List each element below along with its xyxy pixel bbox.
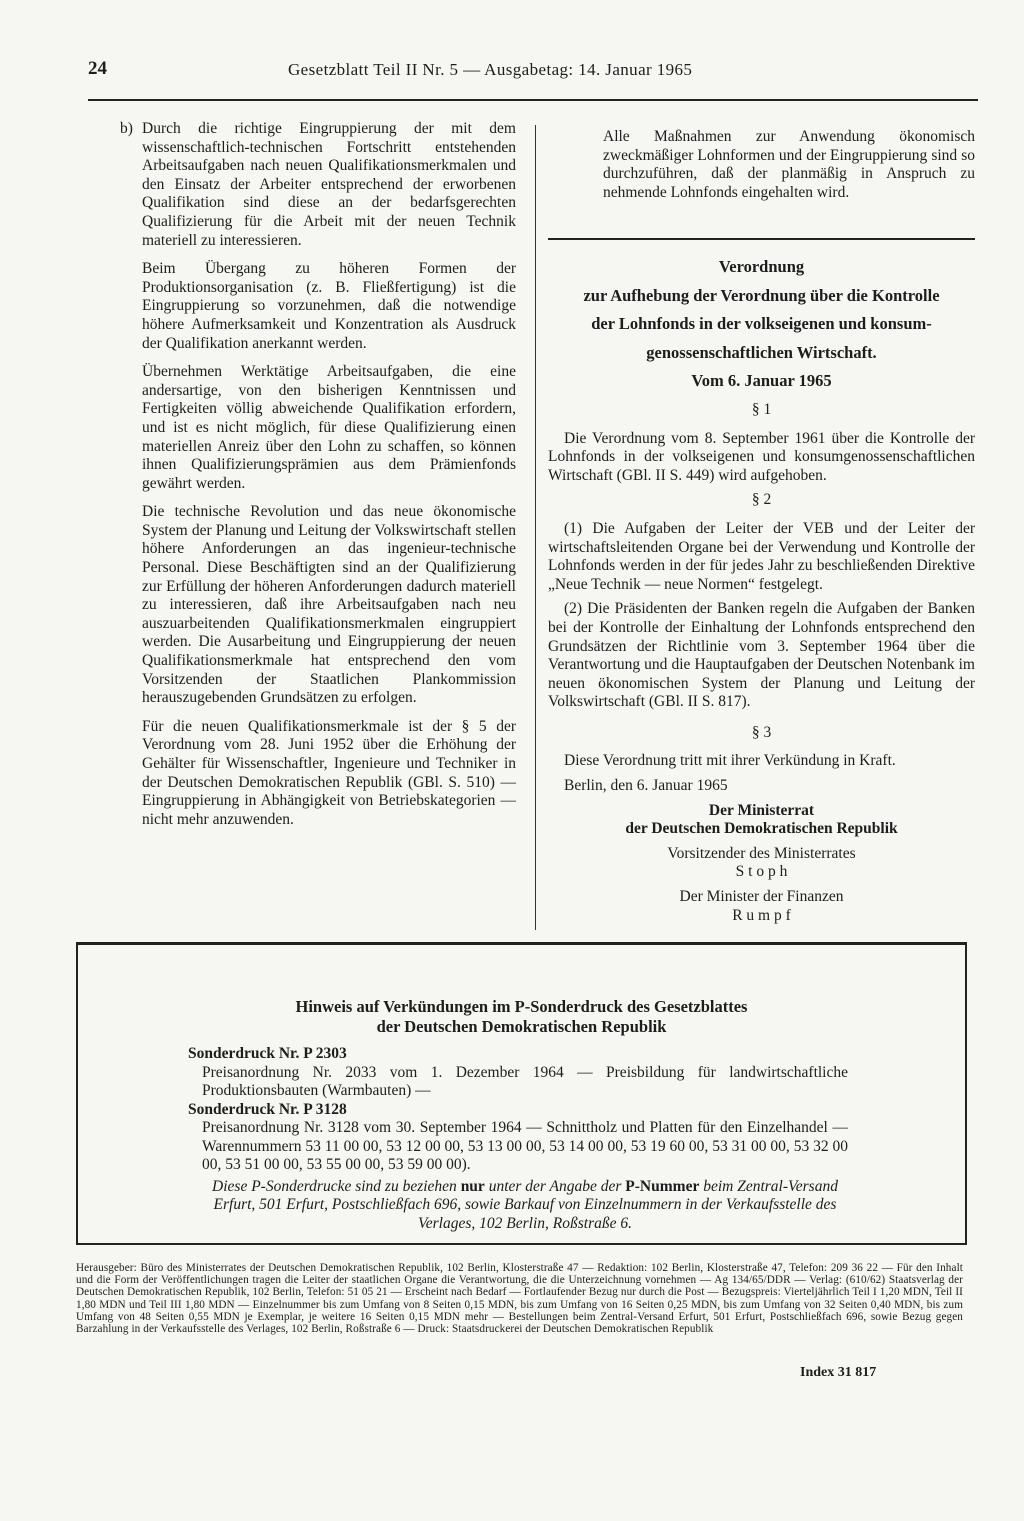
signatory-org-line-2: der Deutschen Demokratischen Republik xyxy=(625,820,898,838)
notice-title-line-1: Hinweis auf Verkündungen im P-Sonderdruck des Gesetzblattes xyxy=(295,997,748,1016)
paragraph-production-organisation: Beim Übergang zu höheren Formen der Produktionsorganisation (z. B. Fließfertigung) ist die Eingruppierung so vorzunehmen, daß die notwendige höhere Aufmerksamkeit und Konzentration als Ausdruck der Qualifikation anerkannt werden. xyxy=(142,260,516,352)
item-b-text: Durch die richtige Eingruppierung der mit dem wissenschaftlich-technischen Fortschritt entstehenden Arbeitsaufgaben nach neuen Qualifikationsmerkmalen und den Einsatz der Arbeiter entsprechend der erworbenen Qualifikation sind diese an der bedarfsgerechten Qualifizierung für die Arbeit mit der neuen Technik materiell zu interessieren. xyxy=(142,120,516,249)
paragraph-technical-revolution: Die technische Revolution und das neue ökonomische System der Planung und Leitung der Volkswirtschaft stellen höhere Anforderungen an das ingenieur-technische Personal. Diese Beschäftigten sind an der Qualifizierung zur Erfüllung der höheren Anforderungen dadurch materiell zu interessieren, daß ihre Arbeitsaufgaben nach neu auszuarbeitenden Qualifikationsmerkmalen eingruppiert werden. Die Ausarbeitung und Eingruppierung der neuen Qualifikationsmerkmale hat entsprechend den vom Vorsitzenden der Staatlichen Plankommission herauszugebenden Grundsätzen zu erfolgen. xyxy=(142,503,516,707)
notice-title-line-2: der Deutschen Demokratischen Republik xyxy=(376,1017,667,1036)
right-column-intro: Alle Maßnahmen zur Anwendung ökonomisch zweckmäßiger Lohnformen und der Eingruppierung sind so durchzuführen, daß der planmäßig in Anspruch zu nehmende Lohnfonds eingehalten wird. xyxy=(603,128,975,201)
notice-title xyxy=(78,997,965,1037)
notice-box xyxy=(76,942,967,1245)
signatory-org-line-1: Der Ministerrat xyxy=(708,801,815,819)
special-print-2-text: Preisanordnung Nr. 3128 vom 30. September 1964 — Schnittholz und Platten für den Einzelhandel — Warennummern 53 11 00 00, 53 12 00 00, 53 13 00 00, 53 14 00 00, 53 19 60 00, 53 31 00 00, 53 32 00 00, 53 51 00 00, 53 55 00 00, 53 59 00 00). xyxy=(202,1119,848,1173)
place-date: Berlin, den 6. Januar 1965 xyxy=(564,777,728,795)
paragraph-qualification-criteria: Für die neuen Qualifikationsmerkmale ist der § 5 der Verordnung vom 28. Juni 1952 über die Erhöhung der Gehälter für Wissenschaftler, Ingenieure und Techniker in der Deutschen Demokratischen Republik (GBl. S. 510) — Eingruppierung in Abhängigkeit von Betriebskategorien — nicht mehr anzuwenden. xyxy=(142,717,516,828)
ordering-note-part: unter der Angabe der xyxy=(484,1177,626,1195)
item-b-label: b) xyxy=(120,120,133,137)
section-1-sign: § 1 xyxy=(751,400,772,418)
section-2-para-2: (2) Die Präsidenten der Banken regeln die Aufgaben der Banken bei der Kontrolle der Einhaltung der Lohnfonds entsprechend den Grundsätzen der Richtlinie vom 3. September 1964 über die Verantwortung und die Hauptaufgaben der Deutschen Notenbank im neuen ökonomischen System der Planung und Leitung der Volkswirtschaft (GBl. II S. 817). xyxy=(548,600,975,711)
notice-content xyxy=(188,1045,848,1233)
page-header xyxy=(88,58,978,90)
ordinance-title-line-2: der Lohnfonds in der volkseigenen und konsum- xyxy=(591,314,932,334)
ordinance-date: Vom 6. Januar 1965 xyxy=(691,371,832,391)
section-2-para-1: (1) Die Aufgaben der Leiter der VEB und der Leiter der wirtschaftsleitenden Organe bei der Verwendung und Kontrolle der Lohnfonds werden in der für jedes Jahr zu beschließenden Direktive „Neue Technik — neue Normen“ festgelegt. xyxy=(548,519,975,593)
column-divider xyxy=(535,125,536,930)
signatory-role-finance-minister: Der Minister der Finanzen xyxy=(679,888,844,906)
ordering-note-part: beim Zentral-Versand Erfurt, 501 Erfurt, Postschließfach 696, sowie Barkauf von Einzelnummern in der Verkaufsstelle des Verlages, 102 Berlin, Roßstraße 6. xyxy=(213,1177,838,1232)
ordinance-heading: Verordnung xyxy=(718,257,805,276)
signatory-name-stoph: S t o p h xyxy=(735,863,788,881)
imprint: Herausgeber: Büro des Ministerrates der Deutschen Demokratischen Republik, 102 Berlin, Klosterstraße 47 — Redaktion: 102 Berlin, Klosterstraße 47, Telefon: 209 36 22 — Für den Inhalt und die Form der Veröffentlichungen tragen die Leiter der staatlichen Organe die Verantwortung, die die Unterzeichnung vornehmen — Ag 134/65/DDR — Verlag: (610/62) Staatsverlag der Deutschen Demokratischen Republik, 102 Berlin, Telefon: 51 05 21 — Erscheint nach Bedarf — Fortlaufender Bezug nur durch die Post — Bezugspreis: Vierteljährlich Teil I 1,20 MDN, Teil II 1,80 MDN und Teil III 1,80 MDN — Einzelnummer bis zum Umfang von 8 Seiten 0,15 MDN, bis zum Umfang von 16 Seiten 0,25 MDN, bis zum Umfang von 32 Seiten 0,40 MDN, bis zum Umfang von 48 Seiten 0,55 MDN je Exemplar, je weitere 16 Seiten 0,15 MDN mehr — Bestellungen beim Zentral-Versand Erfurt, 501 Erfurt, Postschließfach 696, sowie Bezug gegen Barzahlung in der Verkaufsstelle des Verlages, 102 Berlin, Roßstraße 6 — Druck: Staatsdruckerei der Deutschen Demokratischen Republik xyxy=(76,1262,963,1336)
section-1-text: Die Verordnung vom 8. September 1961 über die Kontrolle der Lohnfonds in der volkseigenen und konsumgenossenschaftlichen Wirtschaft (GBl. II S. 449) wird aufgehoben. xyxy=(548,429,975,484)
special-print-1-text: Preisanordnung Nr. 2033 vom 1. Dezember 1964 — Preisbildung für landwirtschaftliche Produktionsbauten (Warmbauten) — xyxy=(202,1063,848,1099)
ordering-note-emphasis-only: nur xyxy=(460,1177,485,1195)
left-column xyxy=(120,120,516,839)
index-number: Index 31 817 xyxy=(800,1365,877,1380)
ordinance-rule xyxy=(548,238,975,240)
paragraph-new-tasks: Übernehmen Werktätige Arbeitsaufgaben, die eine andersartige, von den bisherigen Kenntnissen und Fertigkeiten völlig abweichende Qualifikation erfordern, und ist es nicht möglich, für diese Qualifizierung einen materiellen Anreiz über den Lohn zu schaffen, so können ihnen Qualifizierungsprämien aus dem Prämienfonds gewährt werden. xyxy=(142,363,516,492)
special-print-1-heading: Sonderdruck Nr. P 2303 xyxy=(188,1045,347,1062)
section-3-text: Diese Verordnung tritt mit ihrer Verkündung in Kraft. xyxy=(564,752,896,770)
signatory-name-rumpf: R u m p f xyxy=(732,906,791,924)
ordinance-title-line-3: genossenschaftlichen Wirtschaft. xyxy=(646,342,877,362)
ordinance-title-line-1: zur Aufhebung der Verordnung über die Kontrolle xyxy=(583,285,940,305)
ordering-note-emphasis-pnumber: P-Nummer xyxy=(625,1177,700,1195)
ordering-note-part: Diese P-Sonderdrucke sind zu beziehen xyxy=(212,1177,461,1195)
special-print-2-heading: Sonderdruck Nr. P 3128 xyxy=(188,1100,347,1118)
ordering-note xyxy=(188,1178,848,1234)
header-rule xyxy=(88,99,978,101)
running-title: Gesetzblatt Teil II Nr. 5 — Ausgabetag: 14. Januar 1965 xyxy=(288,60,693,79)
section-3-sign: § 3 xyxy=(751,723,772,741)
page-number: 24 xyxy=(88,58,107,79)
section-2-sign: § 2 xyxy=(751,491,772,509)
item-b xyxy=(120,120,516,250)
ordinance xyxy=(548,258,975,925)
signatory-role-chairman: Vorsitzender des Ministerrates xyxy=(667,844,856,862)
